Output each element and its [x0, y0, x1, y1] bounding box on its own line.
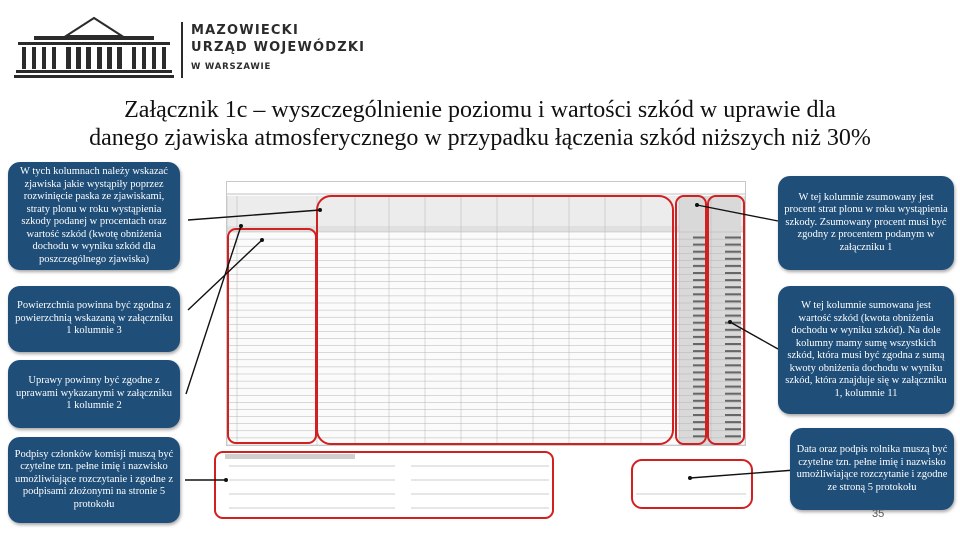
commission-signatures-frame — [215, 452, 553, 518]
logo-line-3: W WARSZAWIE — [191, 62, 272, 72]
callout-value-sum — [778, 286, 954, 414]
crops-column-frame — [228, 229, 316, 443]
callout-text: Uprawy powinny być zgodne z uprawami wykazanymi w załączniku 1 kolumnie 2 — [16, 375, 172, 412]
page-number: 35 — [872, 508, 885, 520]
percent-sum-column-frame — [676, 196, 706, 444]
arrow-phenomena — [188, 210, 320, 220]
callout-text: Data oraz podpis rolnika muszą być czytelne tzn. pełne imię i nazwisko umożliwiające rozczytanie i zgodne ze stroną 5 protokołu — [796, 444, 948, 493]
arrow-crops — [186, 226, 241, 394]
title-line-2: danego zjawiska atmosferycznego w przypadku łączenia szkód niższych niż 30% — [89, 125, 871, 151]
callout-area — [8, 286, 180, 352]
arrow-farmer-signature — [690, 470, 795, 478]
logo-line-1: MAZOWIECKI — [191, 23, 299, 38]
title-line-1: Załącznik 1c – wyszczególnienie poziomu i wartości szkód w uprawie dla — [124, 97, 836, 123]
arrow-percent-sum — [697, 205, 778, 221]
callout-text: W tej kolumnie zsumowany jest procent strat plonu w roku wystąpienia szkody. Zsumowany procent musi być zgodny z procentem podanym w załączniku 1 — [784, 191, 948, 253]
arrow-value-sum — [730, 322, 778, 349]
phenomena-columns-frame — [317, 196, 673, 444]
callout-text: Powierzchnia powinna być zgodna z powierzchnią wskazaną w załączniku 1 kolumnie 3 — [15, 300, 173, 337]
callout-commission-signatures — [8, 437, 180, 523]
logo-line-2: URZĄD WOJEWÓDZKI — [191, 40, 366, 55]
callout-phenomena-columns — [8, 162, 180, 270]
callout-crops — [8, 360, 180, 428]
callout-farmer-signature — [790, 428, 954, 510]
value-sum-column-frame — [708, 196, 744, 444]
callout-text: W tej kolumnie sumowana jest wartość szkód (kwota obniżenia dochodu w wyniku szkód). Na dole kolumny mamy sumę wszystkich szkód, która musi być zgodna z sumą kwoty obniżenia dochodu w wyniku szkód, która znajduje się w załączniku 1, kolumnie 11 — [785, 300, 947, 399]
callout-percent-sum — [778, 176, 954, 270]
farmer-signature-frame — [632, 460, 752, 508]
callout-text: W tych kolumnach należy wskazać zjawiska jakie wystąpiły poprzez rozwinięcie paska ze zjawiskami, straty plonu w roku wystąpienia szkody podanej w procentach oraz wartość szkód (kwotę obniżenia dochodu w wyniku szkód dla poszczególnego zjawiska) — [20, 166, 168, 265]
callout-text: Podpisy członków komisji muszą być czytelne tzn. pełne imię i nazwisko umożliwiające rozczytanie i zgodne z podpisami złożonymi na stronie 5 protokołu — [14, 448, 174, 510]
